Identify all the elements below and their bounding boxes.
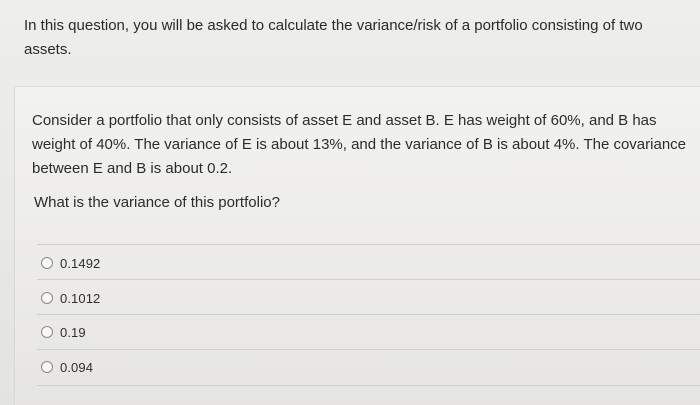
answer-option-2[interactable] [41, 287, 100, 309]
divider [37, 349, 700, 350]
question-prompt: Consider a portfolio that only consists of asset E and asset B. E has weight of 60%, and B has weight of 40%. The variance of E is about 13%, and the variance of B is about 4%. The covariance between E and B is about 0.2. [32, 112, 687, 177]
radio-button-icon[interactable] [41, 257, 53, 269]
divider [37, 279, 700, 280]
radio-button-icon[interactable] [41, 326, 53, 338]
answer-option-label: 0.1492 [60, 255, 101, 271]
answer-option-label: 0.094 [60, 359, 94, 375]
radio-button-icon[interactable] [41, 292, 53, 304]
answer-option-1[interactable] [41, 252, 100, 274]
answer-option-3[interactable] [41, 321, 86, 343]
divider [37, 385, 700, 386]
question-ask: What is the variance of this portfolio? [34, 194, 280, 211]
answer-option-4[interactable] [41, 356, 93, 378]
divider [37, 314, 700, 315]
answer-option-label: 0.1012 [60, 290, 101, 306]
intro-text: In this question, you will be asked to calculate the variance/risk of a portfolio consisting of two assets. [24, 17, 643, 58]
answer-option-label: 0.19 [60, 324, 86, 340]
divider [37, 244, 700, 245]
radio-button-icon[interactable] [41, 361, 53, 373]
question-panel [14, 86, 700, 405]
